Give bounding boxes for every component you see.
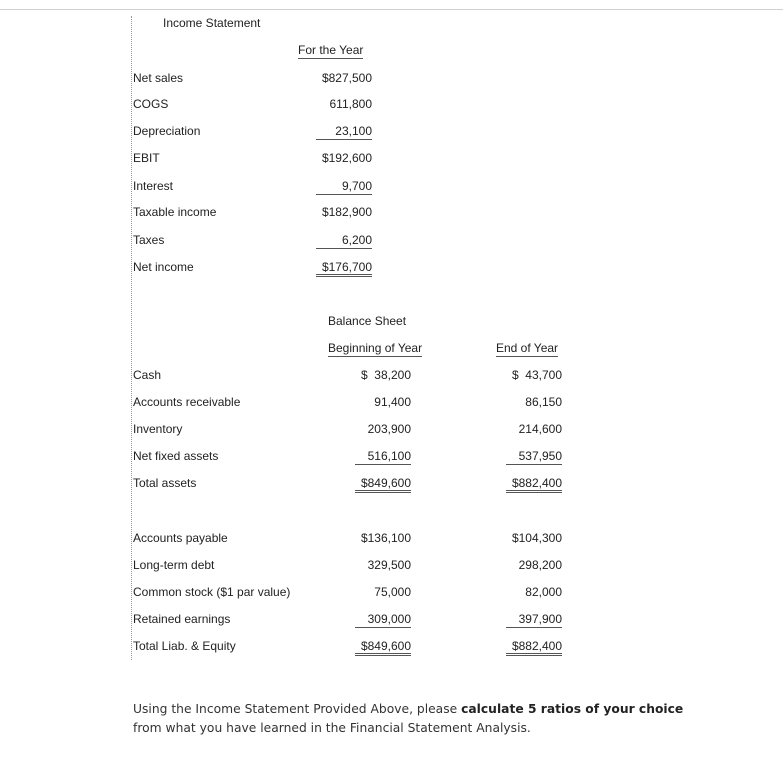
income-value-text: $176,700 — [316, 260, 372, 277]
balance-begin-value — [374, 395, 411, 409]
income-row-label: Taxable income — [133, 205, 217, 219]
balance-row-label: Accounts receivable — [133, 395, 241, 409]
income-row-value — [330, 97, 373, 111]
balance-end-value — [512, 368, 562, 382]
balance-value-text: 329,500 — [367, 558, 411, 572]
income-statement-title: Income Statement — [163, 16, 261, 30]
income-row-value — [322, 151, 372, 165]
income-row-label: COGS — [133, 97, 169, 111]
balance-end-value — [519, 422, 562, 436]
balance-begin-value — [355, 476, 411, 493]
balance-value-text: 298,200 — [518, 558, 562, 572]
balance-value-text: 203,900 — [367, 422, 411, 436]
balance-row-label: Inventory — [133, 422, 183, 436]
income-row-label: Net sales — [133, 71, 184, 85]
balance-row-label: Total Liab. & Equity — [133, 639, 236, 653]
income-row-value — [322, 71, 372, 85]
balance-end-value — [506, 639, 562, 656]
balance-begin-value — [374, 585, 411, 599]
balance-value-text: 516,100 — [355, 449, 411, 465]
balance-end-value — [506, 449, 562, 465]
balance-value-text: 309,000 — [355, 612, 411, 628]
balance-row-label: Net fixed assets — [133, 449, 219, 463]
beginning-of-year-header: Beginning of Year — [328, 341, 423, 355]
question-part3: from what you have learned in the Financial Statement Analysis. — [133, 721, 531, 735]
balance-value-text: 214,600 — [518, 422, 562, 436]
income-row-value — [316, 179, 372, 195]
income-row-value — [316, 124, 372, 140]
balance-row-label: Common stock ($1 par value) — [133, 585, 291, 599]
balance-value-text: $ 38,200 — [360, 368, 411, 382]
balance-row-label: Long-term debt — [133, 558, 215, 572]
income-value-text: 611,800 — [329, 97, 372, 111]
balance-row-label: Accounts payable — [133, 531, 228, 545]
balance-begin-value — [355, 612, 411, 628]
balance-row-label: Cash — [133, 368, 162, 382]
balance-value-text: 91,400 — [374, 395, 411, 409]
balance-sheet-title: Balance Sheet — [328, 314, 407, 328]
income-row-label: Depreciation — [133, 124, 201, 138]
balance-value-text: $104,300 — [511, 531, 562, 545]
question-text — [133, 700, 693, 738]
balance-begin-value — [355, 449, 411, 465]
page-top-border — [0, 9, 783, 10]
balance-end-value — [506, 476, 562, 493]
balance-end-value — [512, 531, 562, 545]
balance-value-text: 537,950 — [506, 449, 562, 465]
for-the-year-header: For the Year — [298, 43, 364, 57]
balance-begin-value — [355, 639, 411, 656]
image-left-edge — [131, 16, 132, 660]
balance-row-label: Total assets — [133, 476, 197, 490]
balance-begin-value — [361, 368, 411, 382]
balance-value-text: 82,000 — [525, 585, 562, 599]
balance-end-value — [525, 395, 562, 409]
income-row-label: Taxes — [133, 233, 165, 247]
balance-value-text: 397,900 — [506, 612, 562, 628]
income-row-label: Net income — [133, 260, 194, 274]
balance-begin-value — [368, 558, 411, 572]
income-row-label: EBIT — [133, 151, 160, 165]
income-row-value — [316, 233, 372, 249]
income-value-text: $192,600 — [321, 151, 372, 165]
income-value-text: $827,500 — [321, 71, 372, 85]
income-value-text: 23,100 — [316, 124, 372, 140]
income-row-label: Interest — [133, 179, 174, 193]
balance-begin-value — [368, 422, 411, 436]
income-value-text: 9,700 — [316, 179, 372, 195]
end-of-year-header: End of Year — [496, 341, 559, 355]
income-row-value — [322, 205, 372, 219]
balance-begin-value — [361, 531, 411, 545]
balance-value-text: $882,400 — [506, 476, 562, 493]
balance-value-text: 86,150 — [525, 395, 562, 409]
balance-end-value — [525, 585, 562, 599]
balance-value-text: 75,000 — [374, 585, 411, 599]
balance-end-value — [506, 612, 562, 628]
balance-row-label: Retained earnings — [133, 612, 231, 626]
balance-value-text: $849,600 — [355, 639, 411, 656]
balance-value-text: $ 43,700 — [511, 368, 562, 382]
question-part1: Using the Income Statement Provided Above, please — [133, 702, 462, 716]
question-emphasis: calculate 5 ratios of your choice — [461, 702, 684, 716]
income-row-value — [316, 260, 372, 277]
balance-value-text: $849,600 — [355, 476, 411, 493]
balance-value-text: $136,100 — [360, 531, 411, 545]
income-value-text: 6,200 — [316, 233, 372, 249]
balance-end-value — [519, 558, 562, 572]
income-value-text: $182,900 — [321, 205, 372, 219]
balance-value-text: $882,400 — [506, 639, 562, 656]
